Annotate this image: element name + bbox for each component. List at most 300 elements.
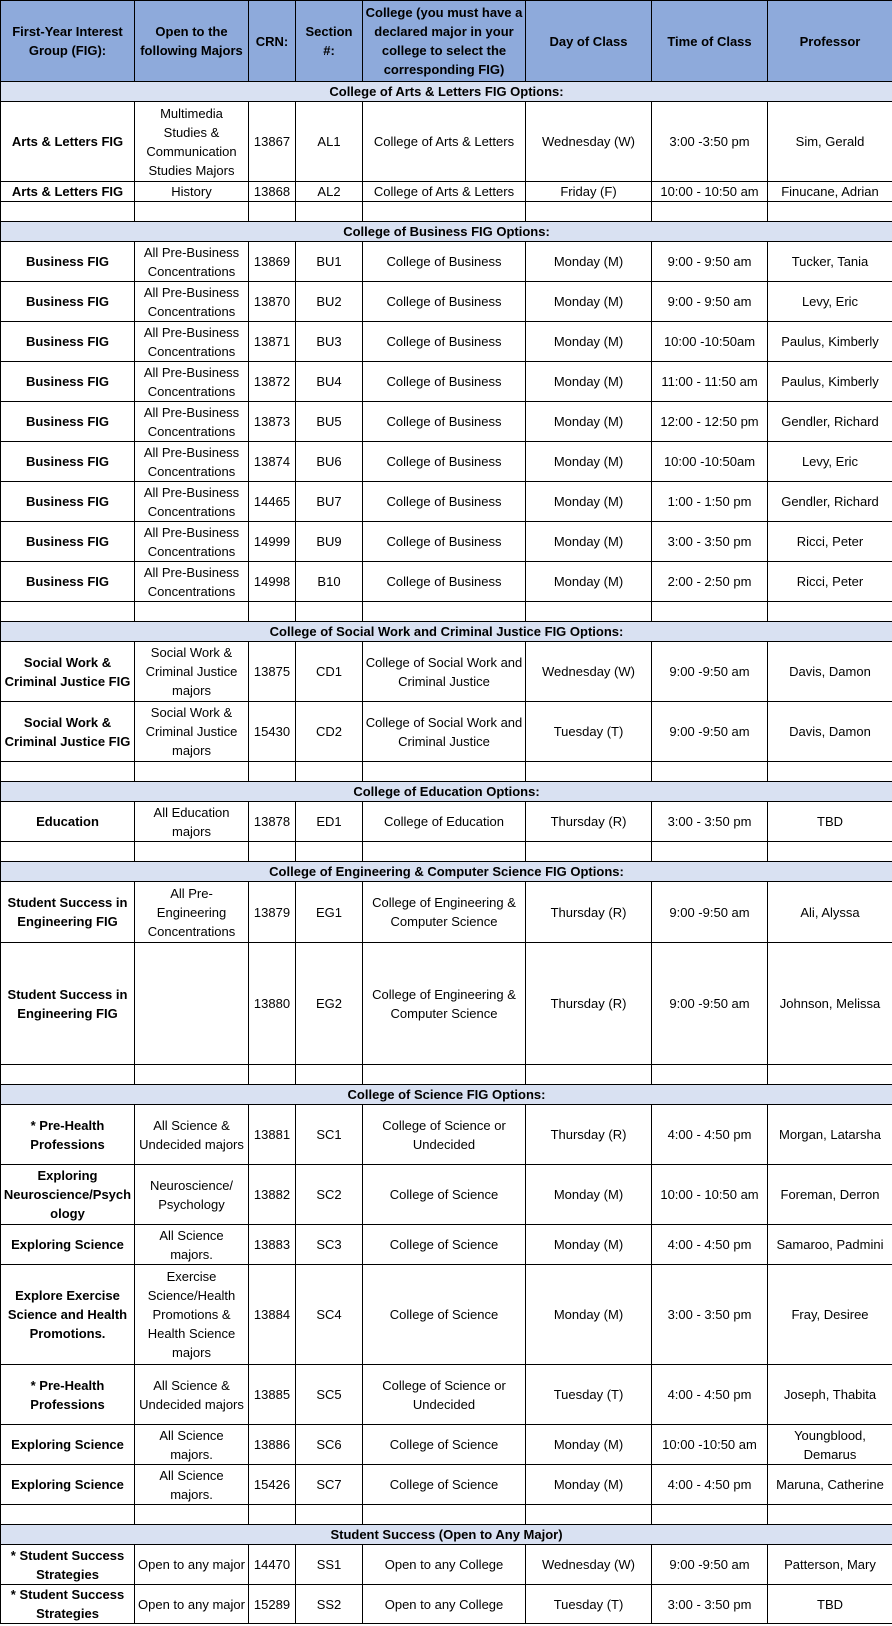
cell-section: BU9 — [296, 522, 363, 562]
cell-time: 10:00 -10:50am — [652, 442, 768, 482]
cell-section: SC7 — [296, 1465, 363, 1505]
cell-fig: Student Success in Engineering FIG — [1, 943, 135, 1065]
header-professor: Professor — [768, 1, 892, 82]
section-title: College of Science FIG Options: — [1, 1085, 892, 1105]
cell-crn: 13868 — [249, 182, 296, 202]
table-row — [1, 1225, 892, 1265]
cell-college: College of Science — [363, 1265, 526, 1365]
section-row — [1, 1525, 892, 1545]
cell-time: 3:00 - 3:50 pm — [652, 1585, 768, 1624]
cell-crn: 13882 — [249, 1165, 296, 1225]
header-majors: Open to the following Majors — [135, 1, 249, 82]
blank-cell — [296, 202, 363, 222]
cell-college: College of Business — [363, 242, 526, 282]
header-day: Day of Class — [526, 1, 652, 82]
blank-cell — [768, 842, 892, 862]
cell-college: College of Science — [363, 1225, 526, 1265]
cell-crn: 13871 — [249, 322, 296, 362]
cell-professor: Ricci, Peter — [768, 562, 892, 602]
cell-section: B10 — [296, 562, 363, 602]
cell-college: College of Business — [363, 282, 526, 322]
cell-section: SS2 — [296, 1585, 363, 1624]
cell-professor: Patterson, Mary — [768, 1545, 892, 1585]
section-title: College of Social Work and Criminal Justice FIG Options: — [1, 622, 892, 642]
cell-majors: All Science & Undecided majors — [135, 1105, 249, 1165]
cell-professor: Maruna, Catherine — [768, 1465, 892, 1505]
cell-day: Thursday (R) — [526, 802, 652, 842]
blank-cell — [249, 842, 296, 862]
cell-day: Monday (M) — [526, 1225, 652, 1265]
blank-cell — [652, 842, 768, 862]
blank-cell — [363, 602, 526, 622]
blank-cell — [135, 1065, 249, 1085]
header-section: Section #: — [296, 1, 363, 82]
cell-fig: Business FIG — [1, 242, 135, 282]
blank-row — [1, 1505, 892, 1525]
cell-fig: Education — [1, 802, 135, 842]
cell-professor: Youngblood, Demarus — [768, 1425, 892, 1465]
header-crn: CRN: — [249, 1, 296, 82]
cell-fig: Business FIG — [1, 562, 135, 602]
cell-majors: All Science majors. — [135, 1225, 249, 1265]
blank-cell — [526, 1505, 652, 1525]
cell-college: College of Engineering & Computer Science — [363, 882, 526, 943]
cell-professor: Ali, Alyssa — [768, 882, 892, 943]
table-row — [1, 1165, 892, 1225]
cell-time: 12:00 - 12:50 pm — [652, 402, 768, 442]
cell-crn: 15430 — [249, 702, 296, 762]
cell-fig: Student Success in Engineering FIG — [1, 882, 135, 943]
blank-cell — [296, 842, 363, 862]
section-title: College of Arts & Letters FIG Options: — [1, 82, 892, 102]
cell-section: EG1 — [296, 882, 363, 943]
cell-college: College of Business — [363, 522, 526, 562]
cell-section: BU7 — [296, 482, 363, 522]
table-row — [1, 1465, 892, 1505]
cell-day: Thursday (R) — [526, 1105, 652, 1165]
cell-fig: Business FIG — [1, 522, 135, 562]
blank-cell — [526, 762, 652, 782]
blank-cell — [363, 842, 526, 862]
cell-professor: Foreman, Derron — [768, 1165, 892, 1225]
table-row — [1, 282, 892, 322]
cell-college: Open to any College — [363, 1545, 526, 1585]
section-row — [1, 862, 892, 882]
table-row — [1, 943, 892, 1065]
cell-professor: Joseph, Thabita — [768, 1365, 892, 1425]
table-row — [1, 1105, 892, 1165]
cell-professor: Levy, Eric — [768, 442, 892, 482]
blank-cell — [1, 1505, 135, 1525]
cell-time: 9:00 -9:50 am — [652, 642, 768, 702]
cell-college: College of Arts & Letters — [363, 102, 526, 182]
cell-professor: Davis, Damon — [768, 642, 892, 702]
cell-college: College of Science or Undecided — [363, 1365, 526, 1425]
cell-time: 10:00 -10:50 am — [652, 1425, 768, 1465]
cell-section: BU1 — [296, 242, 363, 282]
cell-majors: All Pre-Business Concentrations — [135, 362, 249, 402]
cell-crn: 13873 — [249, 402, 296, 442]
cell-day: Monday (M) — [526, 482, 652, 522]
cell-college: College of Science — [363, 1165, 526, 1225]
cell-fig: Social Work & Criminal Justice FIG — [1, 642, 135, 702]
cell-majors: Social Work & Criminal Justice majors — [135, 702, 249, 762]
cell-college: College of Business — [363, 442, 526, 482]
cell-crn: 13874 — [249, 442, 296, 482]
cell-majors: All Science & Undecided majors — [135, 1365, 249, 1425]
cell-time: 9:00 -9:50 am — [652, 882, 768, 943]
cell-college: College of Business — [363, 322, 526, 362]
cell-majors: All Science majors. — [135, 1465, 249, 1505]
cell-college: College of Science or Undecided — [363, 1105, 526, 1165]
cell-fig: Arts & Letters FIG — [1, 182, 135, 202]
cell-day: Friday (F) — [526, 182, 652, 202]
cell-college: College of Social Work and Criminal Justice — [363, 642, 526, 702]
cell-crn: 13867 — [249, 102, 296, 182]
header-fig: First-Year Interest Group (FIG): — [1, 1, 135, 82]
cell-time: 9:00 - 9:50 am — [652, 282, 768, 322]
cell-professor: Finucane, Adrian — [768, 182, 892, 202]
table-row — [1, 562, 892, 602]
section-row — [1, 782, 892, 802]
cell-crn: 13869 — [249, 242, 296, 282]
cell-day: Tuesday (T) — [526, 1365, 652, 1425]
cell-time: 4:00 - 4:50 pm — [652, 1105, 768, 1165]
cell-section: AL2 — [296, 182, 363, 202]
cell-section: BU2 — [296, 282, 363, 322]
cell-professor: TBD — [768, 1585, 892, 1624]
cell-professor: Morgan, Latarsha — [768, 1105, 892, 1165]
cell-day: Monday (M) — [526, 1165, 652, 1225]
table-row — [1, 702, 892, 762]
cell-fig: * Student Success Strategies — [1, 1585, 135, 1624]
cell-majors: History — [135, 182, 249, 202]
cell-majors: Social Work & Criminal Justice majors — [135, 642, 249, 702]
blank-row — [1, 202, 892, 222]
cell-professor: Davis, Damon — [768, 702, 892, 762]
table-row — [1, 482, 892, 522]
blank-cell — [652, 1065, 768, 1085]
cell-time: 3:00 - 3:50 pm — [652, 802, 768, 842]
cell-day: Monday (M) — [526, 242, 652, 282]
cell-college: College of Business — [363, 402, 526, 442]
cell-section: SC1 — [296, 1105, 363, 1165]
cell-section: SC2 — [296, 1165, 363, 1225]
cell-college: College of Arts & Letters — [363, 182, 526, 202]
cell-college: Open to any College — [363, 1585, 526, 1624]
cell-time: 9:00 -9:50 am — [652, 943, 768, 1065]
cell-fig: * Student Success Strategies — [1, 1545, 135, 1585]
cell-section: SC3 — [296, 1225, 363, 1265]
cell-section: EG2 — [296, 943, 363, 1065]
cell-fig: Business FIG — [1, 282, 135, 322]
cell-day: Monday (M) — [526, 362, 652, 402]
cell-day: Monday (M) — [526, 442, 652, 482]
cell-time: 11:00 - 11:50 am — [652, 362, 768, 402]
cell-majors: All Pre-Business Concentrations — [135, 562, 249, 602]
cell-majors: All Science majors. — [135, 1425, 249, 1465]
cell-professor: Johnson, Melissa — [768, 943, 892, 1065]
cell-majors: Multimedia Studies & Communication Studies Majors — [135, 102, 249, 182]
blank-cell — [526, 842, 652, 862]
blank-cell — [135, 762, 249, 782]
cell-crn: 13880 — [249, 943, 296, 1065]
cell-crn: 13879 — [249, 882, 296, 943]
cell-day: Monday (M) — [526, 1265, 652, 1365]
cell-professor: Levy, Eric — [768, 282, 892, 322]
cell-day: Thursday (R) — [526, 882, 652, 943]
cell-professor: Samaroo, Padmini — [768, 1225, 892, 1265]
cell-day: Monday (M) — [526, 522, 652, 562]
cell-fig: Explore Exercise Science and Health Promotions. — [1, 1265, 135, 1365]
cell-time: 2:00 - 2:50 pm — [652, 562, 768, 602]
header-time: Time of Class — [652, 1, 768, 82]
cell-time: 1:00 - 1:50 pm — [652, 482, 768, 522]
table-row — [1, 102, 892, 182]
cell-crn: 14470 — [249, 1545, 296, 1585]
blank-cell — [526, 202, 652, 222]
blank-cell — [296, 1505, 363, 1525]
cell-day: Monday (M) — [526, 1425, 652, 1465]
section-row — [1, 622, 892, 642]
cell-crn: 15426 — [249, 1465, 296, 1505]
cell-college: College of Education — [363, 802, 526, 842]
cell-day: Wednesday (W) — [526, 1545, 652, 1585]
blank-cell — [135, 842, 249, 862]
section-title: Student Success (Open to Any Major) — [1, 1525, 892, 1545]
cell-section: SC6 — [296, 1425, 363, 1465]
cell-time: 10:00 -10:50am — [652, 322, 768, 362]
blank-cell — [135, 1505, 249, 1525]
cell-crn: 13870 — [249, 282, 296, 322]
cell-section: BU5 — [296, 402, 363, 442]
cell-crn: 15289 — [249, 1585, 296, 1624]
cell-section: SS1 — [296, 1545, 363, 1585]
cell-fig: * Pre-Health Professions — [1, 1365, 135, 1425]
blank-cell — [768, 602, 892, 622]
cell-majors: Open to any major — [135, 1585, 249, 1624]
cell-section: SC5 — [296, 1365, 363, 1425]
blank-cell — [652, 1505, 768, 1525]
blank-cell — [249, 602, 296, 622]
cell-fig: Business FIG — [1, 442, 135, 482]
cell-majors: Exercise Science/Health Promotions & Health Science majors — [135, 1265, 249, 1365]
cell-professor: TBD — [768, 802, 892, 842]
cell-day: Monday (M) — [526, 562, 652, 602]
cell-majors: All Pre-Business Concentrations — [135, 242, 249, 282]
blank-cell — [363, 1505, 526, 1525]
table-row — [1, 442, 892, 482]
blank-cell — [526, 1065, 652, 1085]
blank-cell — [526, 602, 652, 622]
table-row — [1, 362, 892, 402]
header-row — [1, 1, 892, 82]
cell-section: BU3 — [296, 322, 363, 362]
cell-crn: 13872 — [249, 362, 296, 402]
cell-time: 4:00 - 4:50 pm — [652, 1225, 768, 1265]
cell-fig: * Pre-Health Professions — [1, 1105, 135, 1165]
cell-fig: Business FIG — [1, 322, 135, 362]
cell-section: BU6 — [296, 442, 363, 482]
cell-fig: Exploring Science — [1, 1425, 135, 1465]
cell-section: CD2 — [296, 702, 363, 762]
cell-majors: All Pre-Business Concentrations — [135, 282, 249, 322]
cell-professor: Paulus, Kimberly — [768, 322, 892, 362]
cell-majors: All Pre-Business Concentrations — [135, 482, 249, 522]
cell-section: AL1 — [296, 102, 363, 182]
cell-fig: Arts & Letters FIG — [1, 102, 135, 182]
cell-majors: Open to any major — [135, 1545, 249, 1585]
blank-cell — [249, 202, 296, 222]
cell-college: College of Science — [363, 1465, 526, 1505]
blank-cell — [249, 762, 296, 782]
cell-crn: 14998 — [249, 562, 296, 602]
table-row — [1, 242, 892, 282]
blank-cell — [768, 1065, 892, 1085]
table-row — [1, 1265, 892, 1365]
cell-college: College of Business — [363, 362, 526, 402]
cell-professor: Fray, Desiree — [768, 1265, 892, 1365]
blank-cell — [135, 602, 249, 622]
cell-fig: Business FIG — [1, 482, 135, 522]
cell-fig: Social Work & Criminal Justice FIG — [1, 702, 135, 762]
section-title: College of Education Options: — [1, 782, 892, 802]
blank-cell — [296, 602, 363, 622]
blank-row — [1, 602, 892, 622]
cell-time: 3:00 - 3:50 pm — [652, 522, 768, 562]
cell-section: BU4 — [296, 362, 363, 402]
cell-crn: 13875 — [249, 642, 296, 702]
cell-time: 3:00 -3:50 pm — [652, 102, 768, 182]
cell-majors: All Pre-Business Concentrations — [135, 522, 249, 562]
blank-cell — [296, 762, 363, 782]
cell-time: 9:00 -9:50 am — [652, 702, 768, 762]
cell-crn: 14465 — [249, 482, 296, 522]
cell-professor: Paulus, Kimberly — [768, 362, 892, 402]
cell-majors: All Pre-Business Concentrations — [135, 442, 249, 482]
cell-day: Wednesday (W) — [526, 642, 652, 702]
cell-college: College of Engineering & Computer Science — [363, 943, 526, 1065]
blank-row — [1, 762, 892, 782]
cell-fig: Business FIG — [1, 362, 135, 402]
cell-professor: Gendler, Richard — [768, 482, 892, 522]
cell-majors: All Education majors — [135, 802, 249, 842]
cell-time: 3:00 - 3:50 pm — [652, 1265, 768, 1365]
blank-cell — [768, 762, 892, 782]
cell-professor: Sim, Gerald — [768, 102, 892, 182]
table-row — [1, 1585, 892, 1624]
blank-cell — [1, 602, 135, 622]
blank-cell — [1, 842, 135, 862]
cell-time: 4:00 - 4:50 pm — [652, 1365, 768, 1425]
cell-time: 4:00 - 4:50 pm — [652, 1465, 768, 1505]
blank-cell — [1, 202, 135, 222]
blank-cell — [1, 762, 135, 782]
cell-crn: 13878 — [249, 802, 296, 842]
blank-cell — [652, 762, 768, 782]
table-row — [1, 802, 892, 842]
cell-day: Monday (M) — [526, 282, 652, 322]
cell-day: Monday (M) — [526, 402, 652, 442]
table-row — [1, 402, 892, 442]
cell-crn: 13881 — [249, 1105, 296, 1165]
blank-cell — [249, 1505, 296, 1525]
blank-cell — [363, 1065, 526, 1085]
cell-professor: Ricci, Peter — [768, 522, 892, 562]
blank-cell — [363, 202, 526, 222]
section-title: College of Business FIG Options: — [1, 222, 892, 242]
cell-day: Tuesday (T) — [526, 1585, 652, 1624]
cell-professor: Gendler, Richard — [768, 402, 892, 442]
table-row — [1, 1545, 892, 1585]
cell-crn: 13885 — [249, 1365, 296, 1425]
cell-time: 10:00 - 10:50 am — [652, 182, 768, 202]
cell-section: SC4 — [296, 1265, 363, 1365]
cell-day: Monday (M) — [526, 1465, 652, 1505]
cell-crn: 14999 — [249, 522, 296, 562]
blank-row — [1, 1065, 892, 1085]
section-row — [1, 1085, 892, 1105]
cell-majors: All Pre-Business Concentrations — [135, 402, 249, 442]
table-row — [1, 322, 892, 362]
section-row — [1, 222, 892, 242]
cell-majors: All Pre-Engineering Concentrations — [135, 882, 249, 943]
table-row — [1, 1365, 892, 1425]
table-row — [1, 182, 892, 202]
blank-cell — [652, 602, 768, 622]
blank-cell — [652, 202, 768, 222]
cell-fig: Exploring Science — [1, 1225, 135, 1265]
cell-day: Monday (M) — [526, 322, 652, 362]
cell-time: 9:00 - 9:50 am — [652, 242, 768, 282]
cell-crn: 13886 — [249, 1425, 296, 1465]
cell-time: 10:00 - 10:50 am — [652, 1165, 768, 1225]
table-row — [1, 1425, 892, 1465]
cell-college: College of Science — [363, 1425, 526, 1465]
blank-cell — [768, 1505, 892, 1525]
cell-majors: Neuroscience/ Psychology — [135, 1165, 249, 1225]
cell-majors: All Pre-Business Concentrations — [135, 322, 249, 362]
cell-fig: Exploring Science — [1, 1465, 135, 1505]
cell-fig: Exploring Neuroscience/Psychology — [1, 1165, 135, 1225]
cell-section: CD1 — [296, 642, 363, 702]
table-row — [1, 642, 892, 702]
section-row — [1, 82, 892, 102]
cell-crn: 13883 — [249, 1225, 296, 1265]
blank-cell — [135, 202, 249, 222]
cell-fig: Business FIG — [1, 402, 135, 442]
cell-college: College of Social Work and Criminal Justice — [363, 702, 526, 762]
header-college: College (you must have a declared major in your college to select the corresponding FIG) — [363, 1, 526, 82]
cell-day: Tuesday (T) — [526, 702, 652, 762]
section-title: College of Engineering & Computer Science FIG Options: — [1, 862, 892, 882]
cell-day: Wednesday (W) — [526, 102, 652, 182]
table-row — [1, 522, 892, 562]
cell-college: College of Business — [363, 562, 526, 602]
blank-cell — [249, 1065, 296, 1085]
cell-time: 9:00 -9:50 am — [652, 1545, 768, 1585]
cell-crn: 13884 — [249, 1265, 296, 1365]
blank-cell — [1, 1065, 135, 1085]
cell-section: ED1 — [296, 802, 363, 842]
cell-professor: Tucker, Tania — [768, 242, 892, 282]
blank-cell — [363, 762, 526, 782]
cell-day: Thursday (R) — [526, 943, 652, 1065]
blank-cell — [296, 1065, 363, 1085]
blank-cell — [768, 202, 892, 222]
cell-college: College of Business — [363, 482, 526, 522]
blank-row — [1, 842, 892, 862]
